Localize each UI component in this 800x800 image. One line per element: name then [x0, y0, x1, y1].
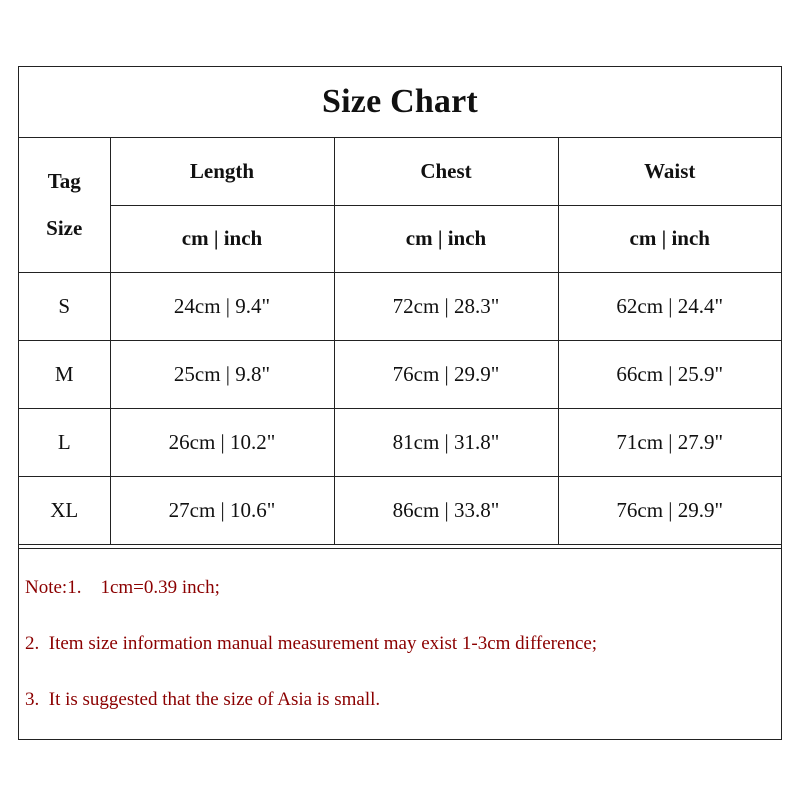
length-unit: cm | inch [110, 205, 334, 272]
size-chart [18, 66, 782, 740]
chest-cell: 81cm | 31.8" [334, 408, 558, 476]
length-cell: 26cm | 10.2" [110, 408, 334, 476]
size-cell: S [19, 272, 110, 340]
waist-cell: 71cm | 27.9" [558, 408, 781, 476]
tag-label: Tag [47, 168, 81, 193]
chart-title: Size Chart [19, 67, 781, 138]
size-table [19, 138, 781, 545]
header-row [19, 138, 781, 205]
size-label: Size [46, 215, 83, 240]
size-cell: XL [19, 476, 110, 544]
unit-row [19, 205, 781, 272]
note-2: 2. Item size information manual measurement may exist 1-3cm difference; [25, 633, 598, 654]
table-row [19, 476, 781, 544]
table-row [19, 408, 781, 476]
size-cell: M [19, 340, 110, 408]
size-cell: L [19, 408, 110, 476]
tag-size-header [19, 138, 110, 272]
waist-unit: cm | inch [558, 205, 781, 272]
table-row [19, 272, 781, 340]
chest-cell: 72cm | 28.3" [334, 272, 558, 340]
waist-cell: 62cm | 24.4" [558, 272, 781, 340]
note-1: Note:1. 1cm=0.39 inch; [25, 577, 220, 598]
length-cell: 25cm | 9.8" [110, 340, 334, 408]
note-3: 3. It is suggested that the size of Asia is small. [25, 689, 381, 710]
length-header: Length [110, 138, 334, 205]
length-cell: 24cm | 9.4" [110, 272, 334, 340]
chest-header: Chest [334, 138, 558, 205]
waist-header: Waist [558, 138, 781, 205]
table-row [19, 340, 781, 408]
chest-cell: 76cm | 29.9" [334, 340, 558, 408]
waist-cell: 66cm | 25.9" [558, 340, 781, 408]
chest-unit: cm | inch [334, 205, 558, 272]
notes-section [19, 548, 781, 710]
waist-cell: 76cm | 29.9" [558, 476, 781, 544]
length-cell: 27cm | 10.6" [110, 476, 334, 544]
chest-cell: 86cm | 33.8" [334, 476, 558, 544]
